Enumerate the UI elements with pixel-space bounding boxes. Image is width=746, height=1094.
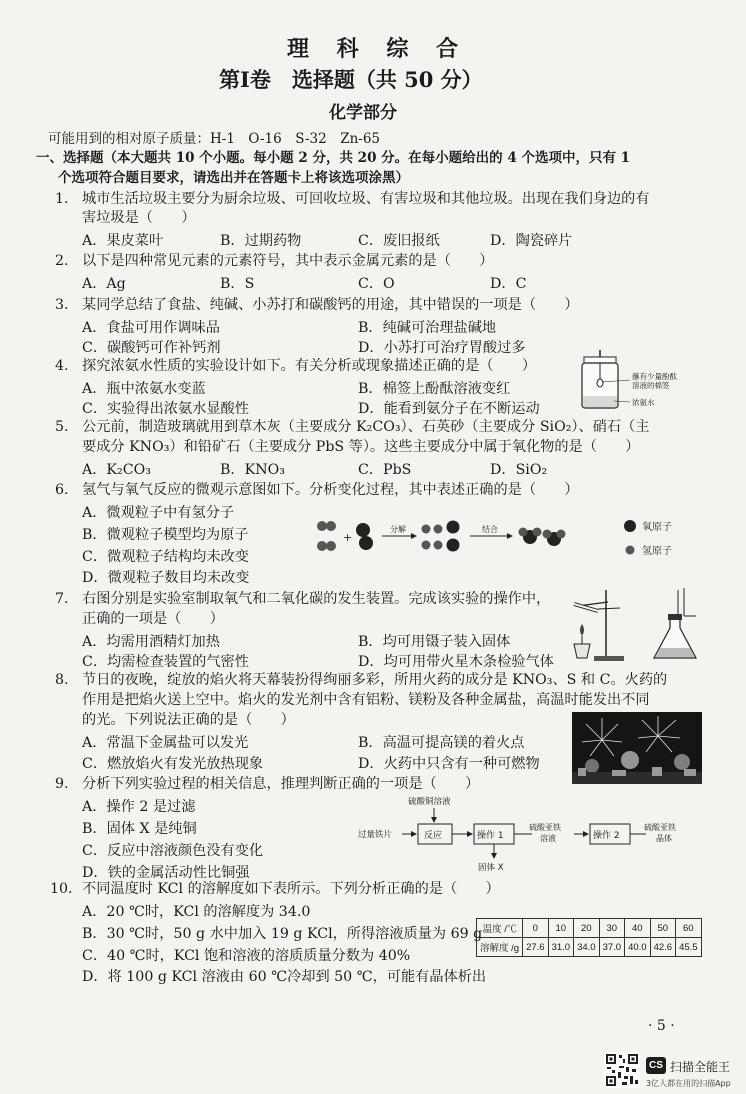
question-6-option-b: B．微观粒子模型均为原子 <box>82 527 249 543</box>
question-2-option-b: B．S <box>220 276 255 292</box>
question-5-stem-2: 要成分 KNO₃）和铅矿石（主要成分 PbS 等）。这些主要成分中属于氧化物的是（ ） <box>82 439 640 455</box>
fig6-legend-hydrogen: 氢原子 <box>642 546 672 557</box>
question-8-option-a: A．常温下金属盐可以发光 <box>82 735 249 751</box>
flow-label-reaction: 反应 <box>424 831 443 841</box>
flow-label-feso4-2: 硫酸亚铁 <box>644 823 676 832</box>
instructions-line-1: 一、选择题（本大题共 10 个小题。每小题 2 分，共 20 分。在每小题给出的 4 个选项中，只有 1 <box>36 150 631 166</box>
flow-label-solution: 溶液 <box>540 834 556 843</box>
question-1-stem-2: 害垃圾是（ ） <box>82 210 196 226</box>
question-7-option-a: A．均需用酒精灯加热 <box>82 634 220 650</box>
atomic-masses: 可能用到的相对原子质量：H-1 O-16 S-32 Zn-65 <box>48 131 381 147</box>
iron-copper-flowchart <box>356 792 698 874</box>
question-5-option-a: A．K₂CO₃ <box>82 462 151 478</box>
question-2-option-a: A．Ag <box>82 276 126 292</box>
instructions-line-2: 个选项符合题目要求，请选出并在答题卡上将该选项涂黑） <box>58 170 409 186</box>
question-3-option-a: A．食盐可用作调味品 <box>82 320 220 336</box>
question-8-option-d: D．火药中只含有一种可燃物 <box>358 756 540 772</box>
fig4-label-cotton-2: 溶液的棉签 <box>632 381 670 390</box>
flow-label-op2: 操作 2 <box>593 831 620 841</box>
question-4-option-a: A．瓶中浓氨水变蓝 <box>82 381 206 397</box>
question-4-option-c: C．实验得出浓氨水显酸性 <box>82 401 249 417</box>
table-cell: 30 <box>599 919 625 938</box>
table-row-label: 溶解度 /g <box>477 938 523 957</box>
table-cell: 50 <box>650 919 676 938</box>
question-7-option-d: D．均可用带火星木条检验气体 <box>358 654 554 670</box>
question-7-stem-1: 右图分别是实验室制取氧气和二氧化碳的发生装置。完成该实验的操作中， <box>82 591 551 607</box>
table-row <box>477 919 702 938</box>
table-cell: 31.0 <box>548 938 574 957</box>
question-8-number: 8. <box>55 672 69 688</box>
question-9-option-b: B．固体 X 是纯铜 <box>82 821 197 837</box>
question-1-stem-1: 城市生活垃圾主要分为厨余垃圾、可回收垃圾、有害垃圾和其他垃圾。出现在我们身边的有 <box>82 191 650 207</box>
flow-label-cuso4: 硫酸铜溶液 <box>408 797 451 807</box>
table-cell: 10 <box>548 919 574 938</box>
question-1-option-b: B．过期药物 <box>220 233 302 249</box>
question-10-number: 10. <box>50 881 73 897</box>
question-6-option-d: D．微观粒子数目均未改变 <box>82 570 250 586</box>
question-8-stem-3: 的光。下列说法正确的是（ ） <box>82 712 295 728</box>
question-7-option-c: C．均需检查装置的气密性 <box>82 654 249 670</box>
question-3-number: 3. <box>55 297 69 313</box>
question-9-option-d: D．铁的金属活动性比铜强 <box>82 865 250 881</box>
table-cell: 0 <box>523 919 549 938</box>
question-5-stem-1: 公元前，制造玻璃就用到草木灰（主要成分 K₂CO₃）、石英砂（主要成分 SiO₂）、硝石（主 <box>82 419 650 435</box>
question-6-number: 6. <box>55 482 69 498</box>
question-9-number: 9. <box>55 776 69 792</box>
fig6-label-combine: 结合 <box>482 525 498 534</box>
question-5-option-d: D．SiO₂ <box>490 462 548 478</box>
page-number: · 5 · <box>648 1018 675 1034</box>
question-3-stem-1: 某同学总结了食盐、纯碱、小苏打和碳酸钙的用途，其中错误的一项是（ ） <box>82 297 579 313</box>
question-9-option-a: A．操作 2 是过滤 <box>82 799 196 815</box>
table-cell: 27.6 <box>523 938 549 957</box>
question-1-option-a: A．果皮菜叶 <box>82 233 164 249</box>
question-4-number: 4. <box>55 358 69 374</box>
question-5-number: 5. <box>55 419 69 435</box>
ammonia-bottle-figure <box>578 346 698 416</box>
hydrogen-oxygen-reaction-figure <box>312 512 702 562</box>
fireworks-photo <box>572 712 702 784</box>
question-3-option-d: D．小苏打可治疗胃酸过多 <box>358 340 526 356</box>
question-8-option-c: C．燃放焰火有发光放热现象 <box>82 756 264 772</box>
question-5-option-c: C．PbS <box>358 462 412 478</box>
question-5-option-b: B．KNO₃ <box>220 462 285 478</box>
question-2-stem-1: 以下是四种常见元素的元素符号，其中表示金属元素的是（ ） <box>82 253 494 269</box>
question-7-number: 7. <box>55 591 69 607</box>
flow-label-feso4: 硫酸亚铁 <box>529 823 561 832</box>
question-6-option-a: A．微观粒子中有氢分子 <box>82 505 235 521</box>
table-cell: 40 <box>625 919 651 938</box>
question-2-option-c: C．O <box>358 276 395 292</box>
question-4-option-b: B．棉签上酚酞溶液变红 <box>358 381 511 397</box>
question-1-option-c: C．废旧报纸 <box>358 233 440 249</box>
question-8-option-b: B．高温可提高镁的着火点 <box>358 735 525 751</box>
question-9-stem-1: 分析下列实验过程的相关信息，推理判断正确的一项是（ ） <box>82 776 480 792</box>
question-4-option-d: D．能看到氨分子在不断运动 <box>358 401 540 417</box>
table-cell: 20 <box>574 919 600 938</box>
question-8-stem-2: 作用是把焰火送上空中。焰火的发光剂中含有铝粉、镁粉及各种金属盐，高温时能发出不同 <box>82 692 650 708</box>
scanner-tagline: 3亿人都在用的扫描App <box>646 1079 731 1088</box>
fig6-label-split: 分解 <box>390 525 406 534</box>
question-1-number: 1. <box>55 191 69 207</box>
question-10-option-a: A．20 ℃时，KCl 的溶解度为 34.0 <box>82 904 311 920</box>
table-cell: 45.5 <box>676 938 702 957</box>
question-9-option-c: C．反应中溶液颜色没有变化 <box>82 843 264 859</box>
flow-label-solid-x: 固体 X <box>478 863 504 873</box>
question-3-option-b: B．纯碱可治理盐碱地 <box>358 320 497 336</box>
kcl-solubility-table <box>476 918 702 957</box>
section-title: 化学部分 <box>329 103 397 123</box>
table-row <box>477 938 702 957</box>
fig6-legend-oxygen: 氧原子 <box>642 522 672 533</box>
table-cell: 60 <box>676 919 702 938</box>
flow-label-op1: 操作 1 <box>477 831 504 841</box>
table-row-label: 温度 /℃ <box>477 919 523 938</box>
page-title: 理 科 综 合 <box>287 36 468 62</box>
question-10-option-d: D．将 100 g KCl 溶液由 60 ℃冷却到 50 ℃，可能有晶体析出 <box>82 969 487 985</box>
question-8-stem-1: 节日的夜晚，绽放的焰火将天幕装扮得绚丽多彩，所用火药的成分是 KNO₃、S 和 C。火药的 <box>82 672 668 688</box>
volume-title: 第Ⅰ卷 选择题（共 50 分） <box>219 67 483 92</box>
table-cell: 34.0 <box>574 938 600 957</box>
question-1-option-d: D．陶瓷碎片 <box>490 233 573 249</box>
question-2-number: 2. <box>55 253 69 269</box>
flow-label-crystal: 晶体 <box>656 834 672 843</box>
question-10-stem-1: 不同温度时 KCl 的溶解度如下表所示。下列分析正确的是（ ） <box>82 881 500 897</box>
question-3-option-c: C．碳酸钙可作补钙剂 <box>82 340 221 356</box>
question-7-option-b: B．均可用镊子装入固体 <box>358 634 511 650</box>
question-2-option-d: D．C <box>490 276 527 292</box>
question-6-option-c: C．微观粒子结构均未改变 <box>82 549 249 565</box>
table-cell: 40.0 <box>625 938 651 957</box>
flow-label-iron: 过量铁片 <box>358 830 393 840</box>
table-cell: 42.6 <box>650 938 676 957</box>
question-4-stem-1: 探究浓氨水性质的实验设计如下。有关分析或现象描述正确的是（ ） <box>82 358 537 374</box>
fig4-label-ammonia: 浓氨水 <box>632 398 655 407</box>
question-7-stem-2: 正确的一项是（ ） <box>82 611 224 627</box>
qr-code-icon <box>604 1052 640 1088</box>
question-10-option-b: B．30 ℃时，50 g 水中加入 19 g KCl，所得溶液质量为 69 g <box>82 926 483 942</box>
gas-apparatus-figure <box>566 584 706 664</box>
scanner-app-name: 扫描全能王 <box>670 1060 731 1074</box>
question-10-option-c: C．40 ℃时，KCl 饱和溶液的溶质质量分数为 40% <box>82 948 411 964</box>
table-cell: 37.0 <box>599 938 625 957</box>
question-6-stem-1: 氢气与氧气反应的微观示意图如下。分析变化过程，其中表述正确的是（ ） <box>82 482 579 498</box>
fig4-label-cotton-1: 蘸有少量酚酞 <box>632 372 677 381</box>
fig6-plus-sign: + <box>343 531 353 544</box>
scanner-logo: CS <box>646 1057 666 1074</box>
